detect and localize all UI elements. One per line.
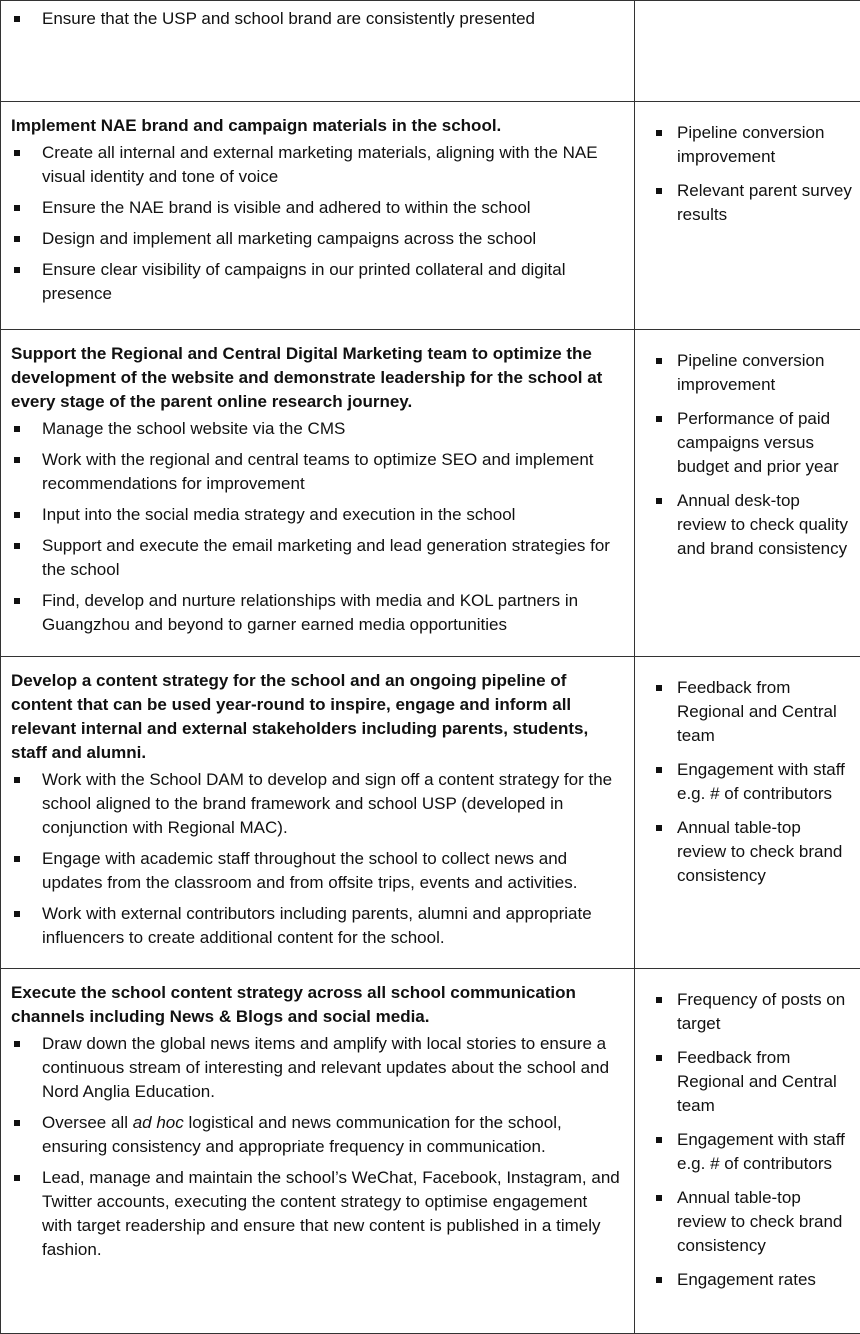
text-segment: logistical and news communication for the school, ensuring consistency and appropriate frequency in communication. [42, 1113, 562, 1156]
measure-item: Annual table-top review to check brand consistency [645, 816, 853, 888]
list-item [11, 1111, 620, 1159]
list-item: Manage the school website via the CMS [11, 417, 620, 441]
list-item: Input into the social media strategy and execution in the school [11, 503, 620, 527]
measures-cell [635, 657, 860, 969]
table-row [1, 969, 860, 1334]
list-item: Support and execute the email marketing and lead generation strategies for the school [11, 534, 620, 582]
section-heading: Execute the school content strategy across all school communication channels including News & Blogs and social media. [11, 981, 620, 1029]
bullet-list [11, 768, 620, 950]
measure-item: Engagement with staff e.g. # of contributors [645, 758, 853, 806]
bullet-list [11, 417, 620, 637]
measure-item: Feedback from Regional and Central team [645, 1046, 853, 1118]
responsibility-cell [1, 102, 635, 330]
measure-item: Performance of paid campaigns versus budget and prior year [645, 407, 853, 479]
list-item: Find, develop and nurture relationships with media and KOL partners in Guangzhou and beyond to garner earned media opportunities [11, 589, 620, 637]
measure-item: Engagement rates [645, 1268, 853, 1292]
measure-item: Annual table-top review to check brand consistency [645, 1186, 853, 1258]
list-item: Engage with academic staff throughout the school to collect news and updates from the classroom and from offsite trips, events and activities. [11, 847, 620, 895]
text-segment: Oversee all [42, 1113, 133, 1132]
table-row [1, 657, 860, 969]
measure-item: Pipeline conversion improvement [645, 349, 853, 397]
measure-item: Feedback from Regional and Central team [645, 676, 853, 748]
measure-item: Annual desk-top review to check quality and brand consistency [645, 489, 853, 561]
measures-list [645, 676, 853, 888]
section-heading: Support the Regional and Central Digital Marketing team to optimize the development of the website and demonstrate leadership for the school at every stage of the parent online research journey. [11, 342, 620, 414]
measures-cell [635, 330, 860, 657]
section-heading: Develop a content strategy for the school and an ongoing pipeline of content that can be used year-round to inspire, engage and inform all relevant internal and external stakeholders including parents, students, staff and alumni. [11, 669, 620, 765]
responsibility-cell [1, 969, 635, 1334]
measures-list [645, 121, 853, 227]
measure-item: Relevant parent survey results [645, 179, 853, 227]
section-heading: Implement NAE brand and campaign materials in the school. [11, 114, 620, 138]
table-row [1, 330, 860, 657]
list-item: Draw down the global news items and amplify with local stories to ensure a continuous stream of interesting and relevant updates about the school and Nord Anglia Education. [11, 1032, 620, 1104]
list-item: Ensure clear visibility of campaigns in our printed collateral and digital presence [11, 258, 620, 306]
measures-cell [635, 102, 860, 330]
measures-cell [635, 969, 860, 1334]
responsibility-cell [1, 657, 635, 969]
measures-list [645, 988, 853, 1292]
responsibility-cell [1, 1, 635, 102]
measure-item: Engagement with staff e.g. # of contributors [645, 1128, 853, 1176]
bullet-list [11, 1032, 620, 1262]
bullet-list [11, 7, 620, 31]
measure-item: Pipeline conversion improvement [645, 121, 853, 169]
list-item: Ensure the NAE brand is visible and adhered to within the school [11, 196, 620, 220]
list-item: Lead, manage and maintain the school’s WeChat, Facebook, Instagram, and Twitter accounts, executing the content strategy to optimise engagement with target readership and ensure that new content is published in a timely fashion. [11, 1166, 620, 1262]
measure-item: Frequency of posts on target [645, 988, 853, 1036]
list-item: Work with the regional and central teams to optimize SEO and implement recommendations for improvement [11, 448, 620, 496]
table-row [1, 1, 860, 102]
emphasis-text: ad hoc [133, 1113, 184, 1132]
list-item: Ensure that the USP and school brand are consistently presented [11, 7, 620, 31]
list-item: Design and implement all marketing campaigns across the school [11, 227, 620, 251]
bullet-list [11, 141, 620, 306]
measures-list [645, 349, 853, 561]
list-item: Work with the School DAM to develop and sign off a content strategy for the school aligned to the brand framework and school USP (developed in conjunction with Regional MAC). [11, 768, 620, 840]
list-item: Work with external contributors including parents, alumni and appropriate influencers to create additional content for the school. [11, 902, 620, 950]
measures-cell [635, 1, 860, 102]
table-row [1, 102, 860, 330]
list-item: Create all internal and external marketing materials, aligning with the NAE visual identity and tone of voice [11, 141, 620, 189]
responsibility-cell [1, 330, 635, 657]
